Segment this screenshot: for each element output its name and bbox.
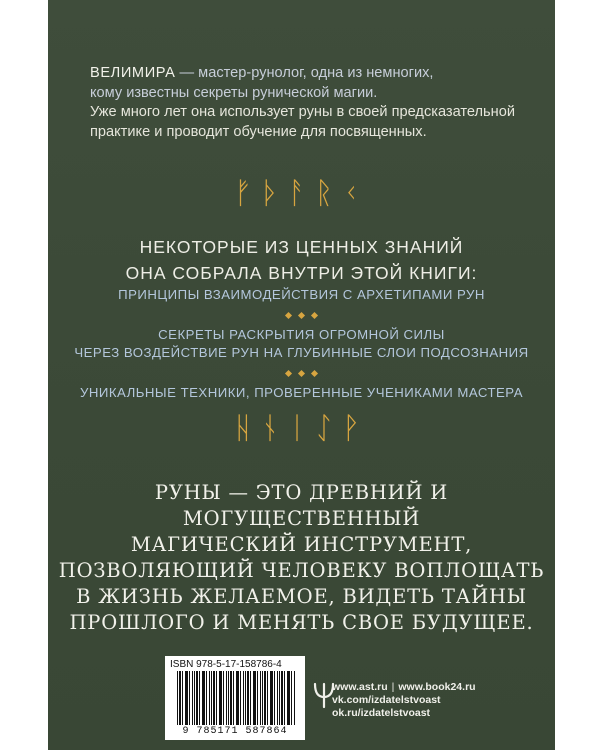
link-separator: |: [391, 681, 395, 693]
diamond-icon: [285, 311, 292, 318]
intro-line-2: кому известны секреты рунической магии.: [90, 84, 378, 101]
barcode: [165, 656, 305, 740]
knowledge-point-1-line-1: ПРИНЦИПЫ ВЗАИМОДЕЙСТВИЯ С АРХЕТИПАМИ РУН: [118, 287, 485, 302]
knowledge-point-2-line-2: ЧЕРЕЗ ВОЗДЕЙСТВИЕ РУН НА ГЛУБИННЫЕ СЛОИ ПОДСОЗНАНИЯ: [74, 345, 529, 360]
knowledge-heading-line-1: НЕКОТОРЫЕ ИЗ ЦЕННЫХ ЗНАНИЙ: [139, 237, 464, 257]
ast-link[interactable]: www.ast.ru: [332, 681, 388, 693]
intro-line-1-rest: — мастер-рунолог, одна из немногих,: [175, 65, 434, 81]
diamond-icon: [311, 369, 318, 376]
knowledge-point-3-line-1: УНИКАЛЬНЫЕ ТЕХНИКИ, ПРОВЕРЕННЫЕ УЧЕНИКАМИ МАСТЕРА: [79, 385, 524, 400]
diamond-icon: [311, 311, 318, 318]
knowledge-heading: [48, 234, 555, 286]
statement-line-2: МАГИЧЕСКИЙ ИНСТРУМЕНТ,: [130, 533, 473, 556]
intro-line-1: [90, 64, 530, 84]
knowledge-points: [48, 286, 555, 402]
diamond-icon: [285, 369, 292, 376]
knowledge-point-1: [48, 286, 555, 304]
diamond-icon: [298, 311, 305, 318]
knowledge-point-3: [48, 384, 555, 402]
divider: [48, 304, 555, 326]
intro-line-4: практике и проводит обучение для посвященных.: [90, 123, 427, 140]
vk-link[interactable]: vk.com/izdatelstvoast: [332, 694, 441, 706]
rune-row-top: ᚠᚦᚨᚱᚲ: [234, 176, 369, 211]
links-line-1: [332, 681, 542, 694]
knowledge-heading-line-2: ОНА СОБРАЛА ВНУТРИ ЭТОЙ КНИГИ:: [125, 263, 478, 283]
book24-link[interactable]: www.book24.ru: [398, 681, 476, 693]
ok-link[interactable]: ok.ru/izdatelstvoast: [332, 707, 431, 719]
intro-line-3: Уже много лет она использует руны в своей предсказательной: [90, 104, 515, 120]
rune-row-bottom: ᚺᚾᛁᛇᚹ: [234, 411, 369, 446]
statement-line-1: РУНЫ — ЭТО ДРЕВНИЙ И МОГУЩЕСТВЕННЫЙ: [154, 481, 449, 530]
links-line-2: [332, 694, 542, 707]
author-intro: [90, 64, 530, 142]
knowledge-point-2-line-1: СЕКРЕТЫ РАСКРЫТИЯ ОГРОМНОЙ СИЛЫ: [158, 327, 445, 342]
statement-line-4: В ЖИЗНЬ ЖЕЛАЕМОЕ, ВИДЕТЬ ТАЙНЫ: [76, 585, 527, 608]
divider: [48, 362, 555, 384]
author-name: ВЕЛИМИРА: [90, 65, 176, 81]
statement-line-3: ПОЗВОЛЯЮЩИЙ ЧЕЛОВЕКУ ВОПЛОЩАТЬ: [58, 559, 545, 582]
barcode-digits: 9 785171 587864: [169, 726, 301, 738]
closing-statement: [48, 480, 555, 636]
back-cover: [48, 0, 555, 750]
statement-line-5: ПРОШЛОГО И МЕНЯТЬ СВОЕ БУДУЩЕЕ.: [69, 611, 534, 634]
isbn-label: ISBN 978-5-17-158786-4: [170, 659, 282, 670]
publisher-links: [332, 681, 542, 720]
links-line-3: [332, 707, 542, 720]
knowledge-point-2: [48, 326, 555, 362]
diamond-icon: [298, 369, 305, 376]
barcode-bars: [177, 671, 295, 725]
